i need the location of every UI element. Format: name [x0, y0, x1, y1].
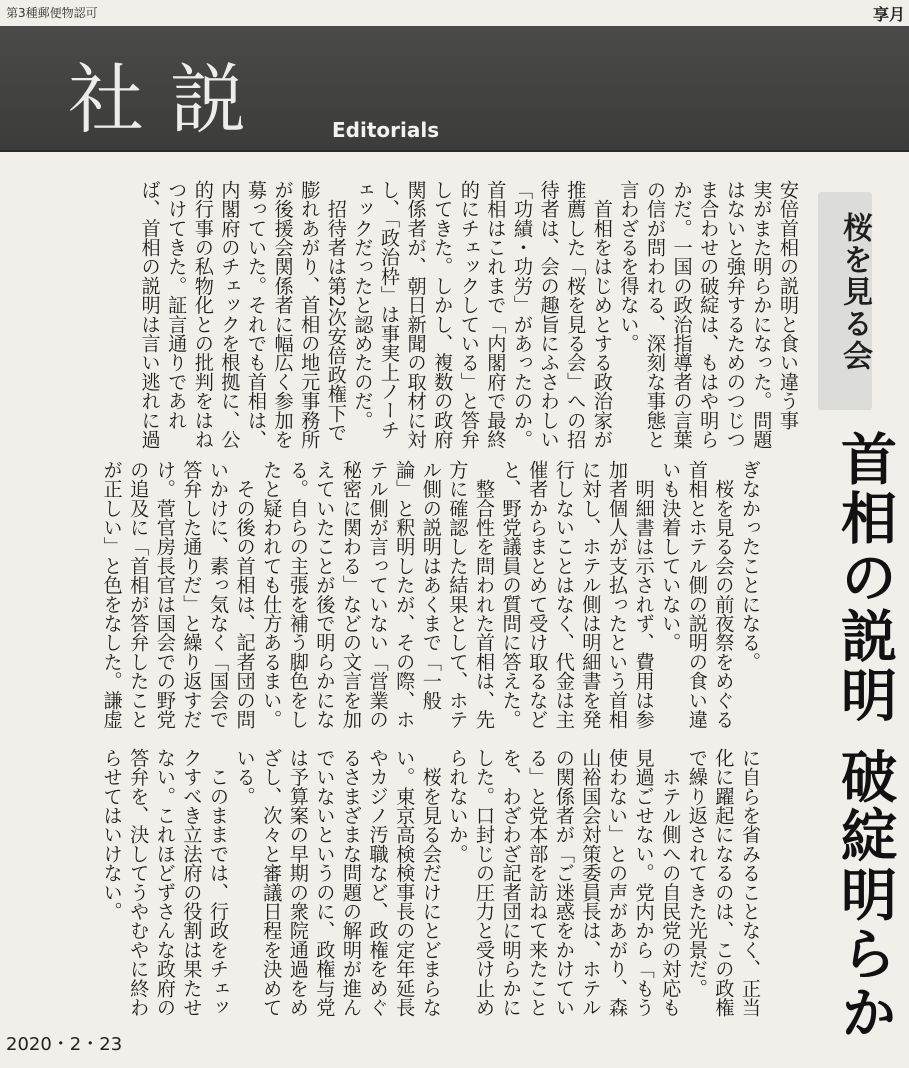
text-column: 募っていた。それでも首相は、	[245, 180, 268, 449]
text-column: やカジノ汚職など、政権をめぐ	[366, 748, 390, 1017]
text-column: 行しないことはなく、代金は主	[552, 460, 576, 729]
text-column: い。東京高検検事長の定年延長	[393, 748, 417, 1017]
text-column: 明細書は示されず、費用は参	[632, 460, 656, 729]
text-column: る」と党本部を訪ねて来たこと	[526, 748, 550, 1017]
text-column: 使わない」との声があがり、森	[606, 748, 629, 1017]
text-column: ェックだったと認めたのだ。	[351, 180, 375, 430]
editorial-banner	[0, 26, 909, 150]
text-column: られないか。	[446, 748, 470, 864]
text-column: 山裕国会対策委員長は、ホテル	[579, 748, 603, 1017]
text-column: 的にチェックしている」と答弁	[457, 180, 481, 449]
text-column: ざし、次々と審議日程を決めて	[260, 748, 284, 1017]
text-column: 答弁した通りだ」と繰り返すだ	[180, 460, 204, 729]
text-column: 秘密に関わる」などの文言を加	[340, 460, 363, 729]
text-column: たと疑われても仕方あるまい。	[260, 460, 284, 729]
text-column: 言わざるを得ない。	[617, 180, 641, 353]
banner-rule	[0, 150, 909, 152]
text-column: 膨れあがり、首相の地元事務所	[298, 180, 322, 449]
banner-subtitle: Editorials	[332, 118, 440, 142]
text-column: 方に確認した結果として、ホテ	[446, 460, 470, 729]
text-column: 「功績・功労」があったのか。	[511, 180, 534, 449]
text-column: が後援会関係者に幅広く参加を	[271, 180, 295, 449]
text-column: ば、首相の説明は言い逃れに過	[138, 180, 162, 449]
text-column: テル側が言っていない「営業の	[366, 460, 390, 729]
text-column: し、「政治枠」は事実上ノーチ	[378, 180, 401, 440]
text-column: ル側の説明はあくまで「一般	[419, 460, 443, 710]
text-column: かだ。一国の政治指導者の言葉	[670, 180, 694, 449]
topic-label: 桜を見る会	[837, 212, 872, 372]
banner-title: 社説	[68, 55, 272, 144]
text-column: 内閣府のチェックを根拠に、公	[218, 180, 242, 449]
text-column: でいないというのに、政権与党	[313, 748, 337, 1017]
text-column: 化に躍起になるのは、この政権	[712, 748, 736, 1017]
text-column: 催者からまとめて受け取るなど	[526, 460, 550, 729]
corner-label: 享月	[872, 5, 905, 24]
text-column: した。口封じの圧力と受け止め	[473, 748, 496, 1017]
text-column: るさまざまな問題の解明が進ん	[340, 748, 363, 1017]
text-column: ない。これほどずさんな政府の	[153, 748, 177, 1017]
text-column: はないと強弁するためのつじつ	[723, 180, 747, 449]
text-column: が正しい」と色をなした。謙虚	[100, 460, 124, 729]
text-column: 首相とホテル側の説明の食い違	[685, 460, 709, 729]
text-column: らせてはいけない。	[100, 748, 124, 921]
publication-date: 2020・2・23	[6, 1034, 123, 1055]
text-column: 加者個人が支払ったという首相	[606, 460, 629, 729]
text-column: その後の首相は、記者団の問	[233, 460, 257, 729]
text-column: ぎなかったことになる。	[739, 460, 762, 672]
text-column: 論」と釈明したが、その際、ホ	[393, 460, 417, 729]
text-column: 推薦した「桜を見る会」への招	[564, 180, 588, 449]
text-column: ホテル側への自民党の対応も	[659, 748, 683, 1017]
text-column: 首相はこれまで「内閣府で最終	[484, 180, 508, 449]
text-column: 首相をはじめとする政治家が	[590, 180, 614, 449]
text-column: 桜を見る会だけにとどまらな	[419, 748, 443, 1017]
text-column: 招待者は第2次安倍政権下で	[324, 180, 348, 442]
text-column: で繰り返されてきた光景だ。	[685, 748, 709, 998]
text-column: いも決着していない。	[659, 460, 683, 652]
text-column: 安倍首相の説明と食い違う事	[777, 180, 800, 430]
text-column: えていたことが後で明らかにな	[313, 460, 337, 729]
text-column: 的行事の私物化との批判をはね	[191, 180, 215, 449]
text-column: と、野党議員の質問に答えた。	[499, 460, 523, 729]
text-column: 待者は、会の趣旨にふさわしい	[537, 180, 561, 449]
text-column: 桜を見る会の前夜祭をめぐる	[712, 460, 736, 729]
top-strip	[0, 0, 909, 26]
text-column: 見過ごせない。党内から「もう	[632, 748, 656, 1017]
text-column: は予算案の早期の衆院通過をめ	[286, 748, 310, 1017]
text-column: の信が問われる、深刻な事態と	[644, 180, 667, 449]
text-column: を、わざわざ記者団に明らかに	[499, 748, 523, 1017]
text-column: 実がまた明らかになった。問題	[750, 180, 774, 449]
text-column: に自らを省みることなく、正当	[739, 748, 762, 1017]
text-column: してきた。しかし、複数の政府	[431, 180, 455, 449]
headline: 首相の説明 破綻明らか	[832, 430, 897, 1043]
text-column: け。菅官房長官は国会での野党	[153, 460, 177, 729]
text-column: クすべき立法府の役割は果たせ	[180, 748, 204, 1017]
text-column: ま合わせの破綻は、もはや明ら	[697, 180, 721, 449]
text-column: の追及に「首相が答弁したこと	[127, 460, 151, 729]
text-column: 答弁を、決してうやむやに終わ	[127, 748, 151, 1017]
text-column: いる。	[233, 748, 257, 806]
text-column: る。自らの主張を補う脚色をし	[286, 460, 310, 729]
postal-permit: 第3種郵便物認可	[6, 6, 98, 20]
text-column: つけてきた。証言通りであれ	[165, 180, 189, 430]
text-column: 関係者が、朝日新聞の取材に対	[404, 180, 428, 449]
text-column: いかけに、素っ気なく「国会で	[207, 460, 230, 729]
text-column: 整合性を問われた首相は、先	[473, 460, 496, 729]
text-column: このままでは、行政をチェッ	[207, 748, 230, 1017]
text-column: に対し、ホテル側は明細書を発	[579, 460, 603, 729]
text-column: の関係者が「ご迷惑をかけてい	[552, 748, 576, 1017]
